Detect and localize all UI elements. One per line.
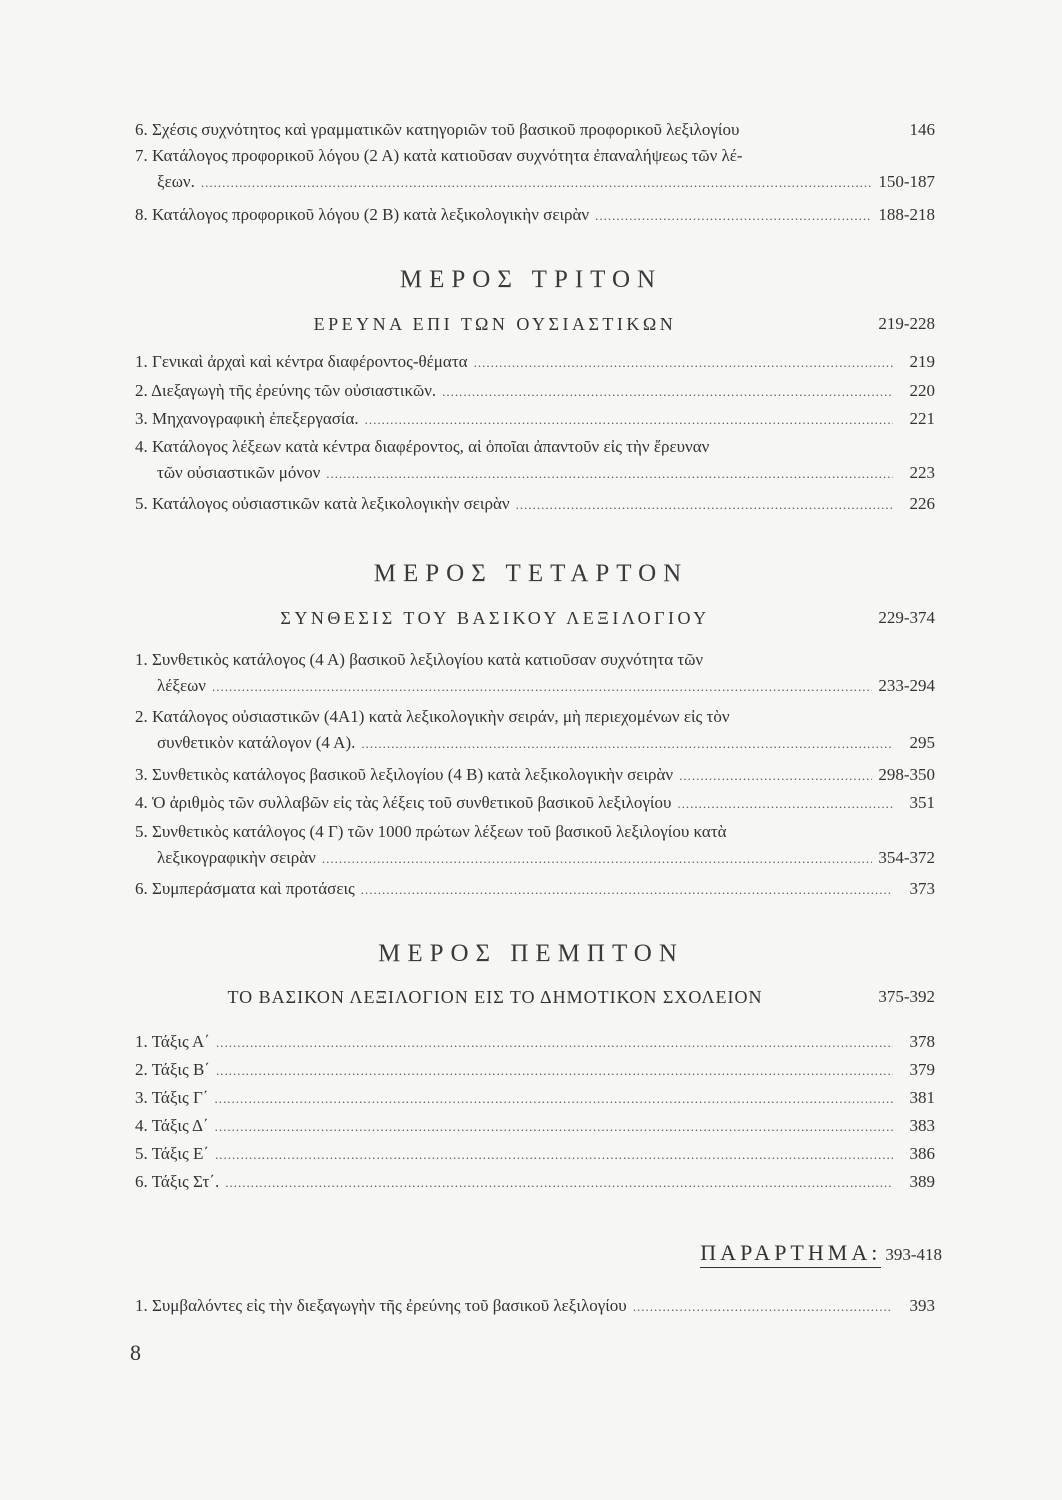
toc-entry: 4. Κατάλογος λέξεων κατὰ κέντρα διαφέροντος, αἱ ὁποῖαι ἀπαντοῦν εἰς τὴν ἔρευναν τῶν οὐσιαστικῶν μόνον ..... 223 bbox=[135, 437, 935, 489]
toc-entry: 3. Συνθετικὸς κατάλογος βασικοῦ λεξιλογίου (4 Β) κατὰ λεξικολογικὴν σειρὰν ..... 298-350 bbox=[135, 765, 935, 791]
toc-entry: 5. Κατάλογος οὐσιαστικῶν κατὰ λεξικολογικὴν σειρὰν ..... 226 bbox=[135, 494, 935, 520]
toc-entry: 7. Κατάλογος προφορικοῦ λόγου (2 Α) κατὰ κατιοῦσαν συχνότητα ἐπαναλήψεως τῶν λέ- ξεων. ..... 150-187 bbox=[135, 146, 935, 198]
toc-entry: 4. Ὁ ἀριθμὸς τῶν συλλαβῶν εἰς τὰς λέξεις τοῦ συνθετικοῦ βασικοῦ λεξιλογίου ..... 351 bbox=[135, 793, 935, 819]
toc-entry: 1. Γενικαὶ ἀρχαὶ καὶ κέντρα διαφέροντος-θέματα ..... 219 bbox=[135, 352, 935, 378]
toc-entry: 2. Τάξις Β΄ ..... 379 bbox=[135, 1060, 935, 1086]
toc-entry: 6. Σχέσις συχνότητος καὶ γραμματικῶν κατηγοριῶν τοῦ βασικοῦ προφορικοῦ λεξιλογίου 146 bbox=[135, 120, 935, 139]
toc-entry: 2. Κατάλογος οὐσιαστικῶν (4Α1) κατὰ λεξικολογικὴν σειράν, μὴ περιεχομένων εἰς τὸν συνθετικὸν κατάλογον (4 Α). ..... 295 bbox=[135, 707, 935, 759]
part-title: ΜΕΡΟΣ ΠΕΜΠΤΟΝ bbox=[378, 940, 684, 967]
toc-entry: 3. Τάξις Γ΄ ..... 381 bbox=[135, 1088, 935, 1114]
page-number: 8 bbox=[130, 1340, 141, 1365]
toc-entry: 4. Τάξις Δ΄ ..... 383 bbox=[135, 1116, 935, 1142]
toc-entry: 5. Τάξις Ε΄ ..... 386 bbox=[135, 1144, 935, 1170]
toc-entry: 2. Διεξαγωγὴ τῆς ἐρεύνης τῶν οὐσιαστικῶν. ..... 220 bbox=[135, 381, 935, 407]
toc-entry: 1. Συνθετικὸς κατάλογος (4 Α) βασικοῦ λεξιλογίου κατὰ κατιοῦσαν συχνότητα τῶν λέξεων ..... 233-294 bbox=[135, 650, 935, 702]
toc-entry: 1. Συμβαλόντες εἰς τὴν διεξαγωγὴν τῆς ἐρεύνης τοῦ βασικοῦ λεξιλογίου ..... 393 bbox=[135, 1296, 935, 1322]
toc-entry: 6. Τάξις Στ΄. ..... 389 bbox=[135, 1172, 935, 1198]
part-title: ΜΕΡΟΣ ΤΕΤΑΡΤΟΝ bbox=[373, 560, 689, 587]
toc-entry: 3. Μηχανογραφικὴ ἐπεξεργασία. ..... 221 bbox=[135, 409, 935, 435]
toc-entry: 8. Κατάλογος προφορικοῦ λόγου (2 Β) κατὰ λεξικολογικὴν σειρὰν ..... 188-218 bbox=[135, 205, 935, 231]
toc-entry: 5. Συνθετικὸς κατάλογος (4 Γ) τῶν 1000 πρώτων λέξεων τοῦ βασικοῦ λεξιλογίου κατὰ λεξικογραφικὴν σειρὰν ..... 354-372 bbox=[135, 822, 935, 874]
part-title: ΜΕΡΟΣ ΤΡΙΤΟΝ bbox=[399, 266, 663, 293]
toc-entry: 6. Συμπεράσματα καὶ προτάσεις ..... 373 bbox=[135, 879, 935, 905]
toc-entry: 1. Τάξις Α΄ ..... 378 bbox=[135, 1032, 935, 1058]
toc-page: 6. Σχέσις συχνότητος καὶ γραμματικῶν κατηγοριῶν τοῦ βασικοῦ προφορικοῦ λεξιλογίου 146 7. Κατάλογος προφορικοῦ λόγου (2 Α) κατὰ κατιοῦσαν συχνότητα ἐπαναλήψεως τῶν λέ- ξεων. ..... 150-187 8. Κατάλογος προφορικοῦ λόγου (2 Β) κατὰ λεξικολογικὴν σειρὰν ..... 188-218 ΜΕΡΟΣ ΤΡΙΤΟΝ ΕΡΕΥΝΑ ΕΠΙ ΤΩΝ ΟΥΣΙΑΣΤΙΚΩΝ 219-228 1. Γενικαὶ ἀρχαὶ καὶ κέντρα διαφέροντος-θέματα ..... 219 2. Διεξαγωγὴ τῆς ἐρεύνης τῶν οὐσιαστικῶν. ..... 220 3. Μηχανογραφικὴ ἐπεξεργασία. ..... 221 4. Κατάλογος λέξεων κατὰ κέντρα διαφέροντος, αἱ ὁποῖαι ἀπαντοῦν εἰς τὴν ἔρευναν τῶν οὐσιαστικῶν μόνον ..... 223 5. Κατάλογος οὐσιαστικῶν κατὰ λεξικολογικὴν σειρὰν ..... 226 ΜΕΡΟΣ ΤΕΤΑΡΤΟΝ ΣΥΝΘΕΣΙΣ ΤΟΥ ΒΑΣΙΚΟΥ ΛΕΞΙΛΟΓΙΟΥ 229-374 1. Συνθετικὸς κατάλογος (4 Α) βασικοῦ λεξιλογίου κατὰ κατιοῦσαν συχνότητα τῶν λέξεων ..... 233-294 2. Κατάλογος οὐσιαστικῶν (4Α1) κατὰ λεξικολογικὴν σειράν, μὴ περιεχομένων εἰς τὸν συνθετικὸν κατάλογον (4 Α). ..... 295 3. Συνθετικὸς κατάλογος βασικοῦ λεξιλογίου (4 Β) κατὰ λεξικολογικὴν σειρὰν ..... 298-350 4. Ὁ ἀριθμὸς τῶν συλλαβῶν εἰς τὰς λέξεις τοῦ συνθετικοῦ βασικοῦ λεξιλογίου ..... 351 5. Συνθετικὸς κατάλογος (4 Γ) τῶν 1000 πρώτων λέξεων τοῦ βασικοῦ λεξιλογίου κατὰ λεξικογραφικὴν σειρὰν ..... 354-372 6. Συμπεράσματα καὶ προτάσεις ..... 373 ΜΕΡΟΣ ΠΕΜΠΤΟΝ ΤΟ ΒΑΣΙΚΟΝ ΛΕΞΙΛΟΓΙΟΝ ΕΙΣ ΤΟ ΔΗΜΟΤΙΚΟΝ ΣΧΟΛΕΙΟΝ 375-392 1. Τάξις Α΄ ..... 378 2. Τάξις Β΄ ..... 379 3. Τάξις Γ΄ ..... 381 4. Τάξις Δ΄ ..... 383 5. Τάξις Ε΄ ..... 386 6. Τάξις Στ΄. ..... 389 ΠΑΡΑΡΤΗΜΑ: 393-418 1. Συμβαλόντες εἰς τὴν διεξαγωγὴν τῆς ἐρεύνης τοῦ βασικοῦ λεξιλογίου ..... 393 8 bbox=[0, 0, 1062, 1500]
appendix-title: ΠΑΡΑΡΤΗΜΑ: 393-418 bbox=[700, 1240, 942, 1266]
